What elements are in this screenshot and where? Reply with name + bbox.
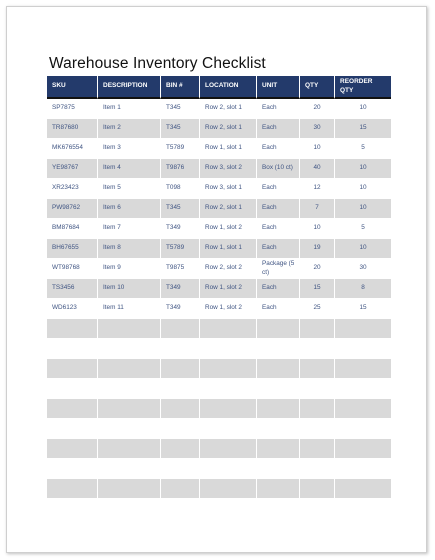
empty-cell	[300, 399, 335, 419]
cell-description: Item 2	[98, 119, 161, 139]
cell-reorder-qty: 15	[335, 119, 391, 139]
empty-cell	[98, 439, 161, 459]
empty-cell	[200, 459, 257, 479]
empty-cell	[300, 379, 335, 399]
table-row	[47, 259, 391, 279]
header-bin: BIN #	[161, 76, 200, 99]
empty-cell	[257, 359, 300, 379]
cell-qty: 20	[300, 99, 335, 119]
empty-cell	[200, 359, 257, 379]
cell-reorder-qty: 8	[335, 279, 391, 299]
cell-reorder-qty: 10	[335, 199, 391, 219]
empty-cell	[161, 339, 200, 359]
empty-cell	[161, 379, 200, 399]
empty-cell	[200, 479, 257, 499]
empty-row	[47, 339, 391, 359]
empty-row	[47, 399, 391, 419]
cell-location: Row 1, slot 1	[200, 139, 257, 159]
empty-cell	[98, 319, 161, 339]
empty-cell	[98, 359, 161, 379]
cell-qty: 15	[300, 279, 335, 299]
empty-cell	[300, 459, 335, 479]
cell-description: Item 6	[98, 199, 161, 219]
empty-cell	[161, 359, 200, 379]
empty-row	[47, 359, 391, 379]
empty-cell	[47, 379, 98, 399]
table-row	[47, 99, 391, 119]
table-row	[47, 239, 391, 259]
empty-cell	[47, 399, 98, 419]
cell-unit: Each	[257, 179, 300, 199]
empty-cell	[300, 339, 335, 359]
cell-unit: Each	[257, 299, 300, 319]
empty-cell	[47, 459, 98, 479]
cell-qty: 25	[300, 299, 335, 319]
empty-cell	[300, 439, 335, 459]
cell-bin: T349	[161, 299, 200, 319]
document-title: Warehouse Inventory Checklist	[49, 55, 266, 72]
table-body	[47, 99, 391, 499]
empty-cell	[335, 399, 391, 419]
table-row	[47, 119, 391, 139]
cell-bin: T349	[161, 219, 200, 239]
empty-cell	[335, 459, 391, 479]
cell-location: Row 2, slot 1	[200, 199, 257, 219]
cell-unit: Each	[257, 239, 300, 259]
empty-cell	[200, 319, 257, 339]
empty-cell	[257, 479, 300, 499]
header-location: LOCATION	[200, 76, 257, 99]
empty-cell	[257, 319, 300, 339]
empty-cell	[161, 399, 200, 419]
cell-reorder-qty: 5	[335, 139, 391, 159]
empty-row	[47, 479, 391, 499]
cell-qty: 12	[300, 179, 335, 199]
cell-qty: 10	[300, 219, 335, 239]
empty-cell	[257, 459, 300, 479]
empty-cell	[98, 459, 161, 479]
cell-bin: T5789	[161, 139, 200, 159]
empty-cell	[335, 419, 391, 439]
empty-cell	[200, 419, 257, 439]
empty-cell	[257, 439, 300, 459]
cell-sku: WD6123	[47, 299, 98, 319]
header-unit: UNIT	[257, 76, 300, 99]
header-description: DESCRIPTION	[98, 76, 161, 99]
cell-unit: Package (5 ct)	[257, 259, 300, 279]
cell-description: Item 1	[98, 99, 161, 119]
cell-unit: Box (10 ct)	[257, 159, 300, 179]
cell-unit: Each	[257, 199, 300, 219]
cell-sku: BH67655	[47, 239, 98, 259]
cell-bin: T345	[161, 199, 200, 219]
header-reorder-qty: REORDER QTY	[335, 76, 391, 99]
cell-qty: 20	[300, 259, 335, 279]
cell-location: Row 1, slot 2	[200, 219, 257, 239]
cell-location: Row 3, slot 1	[200, 179, 257, 199]
cell-description: Item 5	[98, 179, 161, 199]
cell-qty: 7	[300, 199, 335, 219]
empty-cell	[300, 479, 335, 499]
empty-cell	[300, 359, 335, 379]
table-row	[47, 199, 391, 219]
empty-cell	[47, 339, 98, 359]
empty-cell	[47, 359, 98, 379]
cell-location: Row 1, slot 2	[200, 299, 257, 319]
cell-description: Item 11	[98, 299, 161, 319]
table-row	[47, 279, 391, 299]
empty-cell	[161, 319, 200, 339]
empty-cell	[257, 379, 300, 399]
empty-cell	[98, 419, 161, 439]
cell-qty: 30	[300, 119, 335, 139]
cell-sku: PW98762	[47, 199, 98, 219]
empty-cell	[47, 479, 98, 499]
cell-bin: T5789	[161, 239, 200, 259]
empty-cell	[257, 399, 300, 419]
empty-cell	[335, 439, 391, 459]
empty-cell	[47, 419, 98, 439]
cell-unit: Each	[257, 219, 300, 239]
cell-sku: XR23423	[47, 179, 98, 199]
empty-cell	[161, 459, 200, 479]
empty-cell	[335, 479, 391, 499]
cell-description: Item 4	[98, 159, 161, 179]
cell-location: Row 2, slot 1	[200, 99, 257, 119]
empty-cell	[200, 379, 257, 399]
cell-reorder-qty: 5	[335, 219, 391, 239]
cell-sku: SP7875	[47, 99, 98, 119]
cell-reorder-qty: 10	[335, 239, 391, 259]
empty-cell	[335, 339, 391, 359]
cell-description: Item 9	[98, 259, 161, 279]
cell-sku: BM87684	[47, 219, 98, 239]
empty-row	[47, 419, 391, 439]
cell-description: Item 10	[98, 279, 161, 299]
cell-qty: 40	[300, 159, 335, 179]
empty-cell	[300, 319, 335, 339]
header-row	[47, 76, 391, 99]
cell-qty: 19	[300, 239, 335, 259]
cell-bin: T345	[161, 99, 200, 119]
empty-cell	[161, 419, 200, 439]
empty-cell	[98, 379, 161, 399]
cell-sku: MK676554	[47, 139, 98, 159]
document-page	[6, 6, 427, 553]
empty-cell	[257, 339, 300, 359]
cell-reorder-qty: 10	[335, 179, 391, 199]
empty-cell	[161, 439, 200, 459]
cell-unit: Each	[257, 99, 300, 119]
cell-bin: T9875	[161, 259, 200, 279]
cell-sku: YE98767	[47, 159, 98, 179]
table-row	[47, 299, 391, 319]
cell-unit: Each	[257, 139, 300, 159]
table-row	[47, 219, 391, 239]
cell-description: Item 3	[98, 139, 161, 159]
cell-location: Row 2, slot 1	[200, 119, 257, 139]
cell-description: Item 7	[98, 219, 161, 239]
cell-sku: TS3456	[47, 279, 98, 299]
empty-cell	[200, 399, 257, 419]
empty-row	[47, 319, 391, 339]
cell-qty: 10	[300, 139, 335, 159]
empty-cell	[257, 419, 300, 439]
cell-bin: T345	[161, 119, 200, 139]
cell-reorder-qty: 30	[335, 259, 391, 279]
cell-bin: T349	[161, 279, 200, 299]
empty-cell	[335, 319, 391, 339]
empty-cell	[200, 439, 257, 459]
cell-location: Row 2, slot 2	[200, 259, 257, 279]
empty-cell	[161, 479, 200, 499]
cell-bin: T098	[161, 179, 200, 199]
header-qty: QTY	[300, 76, 335, 99]
cell-reorder-qty: 10	[335, 99, 391, 119]
empty-cell	[98, 339, 161, 359]
table-row	[47, 179, 391, 199]
header-sku: SKU	[47, 76, 98, 99]
table-header	[47, 76, 391, 99]
cell-reorder-qty: 10	[335, 159, 391, 179]
empty-cell	[98, 479, 161, 499]
empty-row	[47, 459, 391, 479]
cell-bin: T9876	[161, 159, 200, 179]
cell-unit: Each	[257, 279, 300, 299]
cell-sku: TR87680	[47, 119, 98, 139]
cell-location: Row 1, slot 2	[200, 279, 257, 299]
table-row	[47, 159, 391, 179]
empty-cell	[335, 359, 391, 379]
empty-cell	[200, 339, 257, 359]
cell-description: Item 8	[98, 239, 161, 259]
cell-location: Row 3, slot 2	[200, 159, 257, 179]
empty-row	[47, 439, 391, 459]
cell-unit: Each	[257, 119, 300, 139]
empty-cell	[47, 439, 98, 459]
empty-cell	[300, 419, 335, 439]
table-row	[47, 139, 391, 159]
empty-cell	[335, 379, 391, 399]
inventory-table	[47, 76, 391, 499]
cell-reorder-qty: 15	[335, 299, 391, 319]
empty-row	[47, 379, 391, 399]
empty-cell	[47, 319, 98, 339]
cell-sku: WT98768	[47, 259, 98, 279]
empty-cell	[98, 399, 161, 419]
cell-location: Row 1, slot 1	[200, 239, 257, 259]
